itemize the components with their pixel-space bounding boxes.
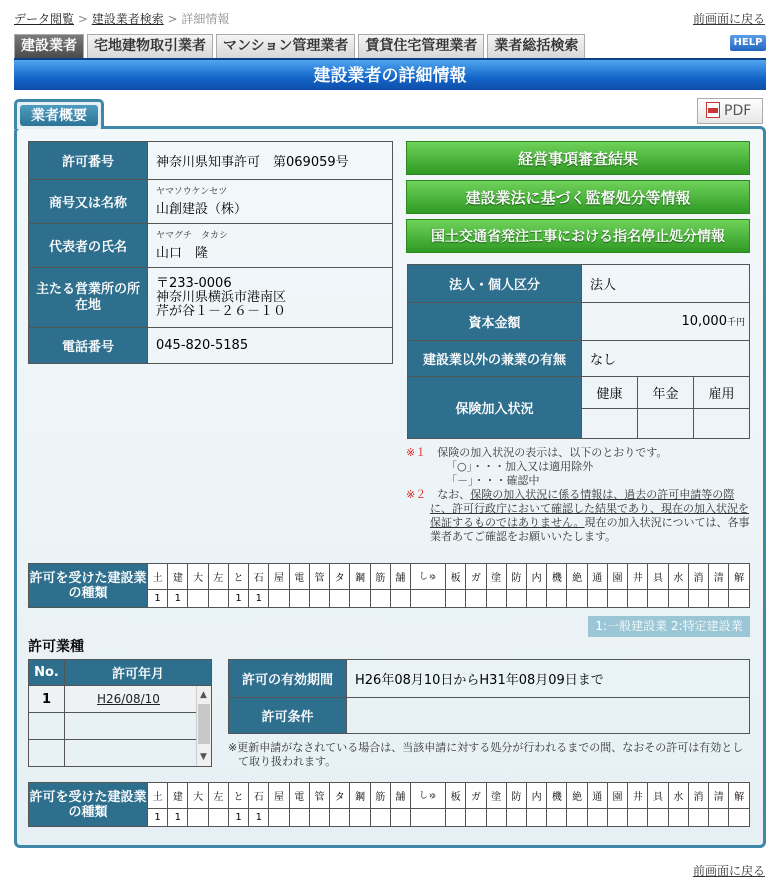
tab-overview-label: 業者概要 [20,105,98,126]
kind-value-2 [729,809,750,827]
kind-header: 建 [168,564,188,590]
kind-value-2 [188,809,208,827]
office-label: 主たる営業所の所在地 [29,268,148,328]
kind-value-2 [466,809,486,827]
company-name: 山創建設（株） [156,201,248,217]
insurance-pension-label: 年金 [638,377,694,409]
kind-header-2: 鋼 [350,783,370,809]
rep-name: 山口 隆 [156,245,209,261]
zip: 〒233-0006 [156,275,232,291]
breadcrumb-sep: > [163,12,182,26]
kind-header-2: 具 [648,783,668,809]
kind-value-2: 1 [228,809,248,827]
table-row [29,713,212,740]
row-date-link[interactable]: H26/08/10 [97,691,160,706]
corp-type-label: 法人・個人区分 [408,265,582,303]
kind-value [289,590,309,608]
kind-value-2 [526,809,546,827]
corp-type: 法人 [582,265,750,303]
kind-header: ガ [466,564,486,590]
kind-value: 1 [228,590,248,608]
kind-value-2 [547,809,567,827]
kind-header-2: 電 [289,783,309,809]
pdf-button[interactable] [697,98,763,124]
kind-header-2: 機 [547,783,567,809]
kind-value: 1 [168,590,188,608]
kind-value [567,590,587,608]
suspension-info-button[interactable]: 国土交通省発注工事における指名停止処分情報 [406,219,750,253]
note-2a: なお、 [437,488,471,501]
back-link-bottom[interactable]: 前画面に戻る [692,864,765,878]
insurance-health [582,409,638,439]
address-1: 神奈川県横浜市港南区 [156,289,287,305]
kind-header: 鋼 [350,564,370,590]
kind-header: 通 [587,564,607,590]
table-row[interactable] [29,686,212,713]
insurance-label: 保険加入状況 [408,377,582,439]
note-1b: 「－」・・・確認中 [446,474,540,487]
kind-header: タ [330,564,350,590]
kind-value-2 [587,809,607,827]
license-kinds-table [28,563,750,608]
kind-value-2 [607,809,627,827]
note-1a: 「○」・・・加入又は適用除外 [446,460,594,473]
kind-value-2 [350,809,370,827]
kind-value [309,590,329,608]
kind-header-2: 防 [506,783,526,809]
permit-no-label: 許可番号 [29,142,148,180]
kind-header-2: 舗 [390,783,410,809]
company-info-table [28,141,393,364]
kind-header-2: 消 [688,783,708,809]
kind-header: 水 [668,564,688,590]
section-title: 許可業種 [28,639,84,655]
insurance-pension [638,409,694,439]
tab-real-estate[interactable]: 宅地建物取引業者 [87,34,213,58]
kind-value [729,590,750,608]
kind-value [648,590,668,608]
name-kana: ヤマソウケンセツ [156,186,228,197]
insurance-employment [694,409,750,439]
help-button[interactable]: HELP [730,35,766,51]
kind-header: 大 [188,564,208,590]
tel: 045-820-5185 [148,328,393,364]
kind-header: と [228,564,248,590]
kind-header-2: 内 [526,783,546,809]
kind-value [668,590,688,608]
kind-header: 井 [628,564,648,590]
kind-header: 内 [526,564,546,590]
kind-header-2: 大 [188,783,208,809]
license-kinds-table-2 [28,782,750,827]
kind-value-2 [370,809,390,827]
kind-value: 1 [249,590,269,608]
list-no-header: No. [29,660,65,686]
kind-header-2: 板 [446,783,466,809]
condition [347,698,750,734]
kind-header: 絶 [567,564,587,590]
kind-value: 1 [148,590,168,608]
kind-value-2 [567,809,587,827]
kind-value [607,590,627,608]
kind-header-2: 石 [249,783,269,809]
kind-header-2: しゅ [411,783,446,809]
kind-value-2 [208,809,228,827]
renewal-note: ※更新申請がなされている場合は、当該申請に対する処分が行われるまでの間、なおその許可は有効として取り扱われます。 [228,741,744,768]
rep-kana: ヤマグチ タカシ [156,230,229,241]
kind-header: 清 [709,564,729,590]
kind-value-2 [411,809,446,827]
kind-value-2 [709,809,729,827]
kind-header: 土 [148,564,168,590]
kind-value [390,590,410,608]
breadcrumb-search[interactable]: 建設業者検索 [91,12,164,26]
breadcrumb-sep: > [74,12,92,26]
kind-header-2: 左 [208,783,228,809]
breadcrumb [14,10,229,27]
tab-rental-mgmt[interactable]: 賃貸住宅管理業者 [358,34,484,58]
kind-header: 解 [729,564,750,590]
kind-value-2 [309,809,329,827]
kind-header-2: と [228,783,248,809]
kind-value [370,590,390,608]
kind-header-2: 井 [628,783,648,809]
kind-header-2: 建 [168,783,188,809]
side-business: なし [582,341,750,377]
category-tabs [14,34,588,58]
legend-badge: 1:一般建設業 2:特定建設業 [588,616,750,637]
tab-overview[interactable] [14,99,104,129]
kind-value-2: 1 [148,809,168,827]
kind-header: 消 [688,564,708,590]
kind-value [188,590,208,608]
kind-header-2: 園 [607,783,627,809]
kind-value-2: 1 [168,809,188,827]
capital-unit: 千円 [726,318,745,328]
kind-value [208,590,228,608]
back-link-top[interactable]: 前画面に戻る [692,12,765,26]
page-title: 建設業者の詳細情報 [14,58,766,90]
kind-header: 管 [309,564,329,590]
kind-header-2: 清 [709,783,729,809]
scrollbar-thumb[interactable] [198,704,210,744]
kind-header-2: 塗 [486,783,506,809]
kind-value [486,590,506,608]
validity-table [228,659,750,734]
kind-header-2: 解 [729,783,750,809]
note-1: 保険の加入状況の表示は、以下のとおりです。 [437,446,668,459]
rep-label: 代表者の氏名 [29,224,148,268]
kind-value-2 [289,809,309,827]
kind-value [269,590,289,608]
address-2: 芹が谷１－２６－１０ [156,303,287,319]
table-row [29,740,212,767]
condition-label: 許可条件 [229,698,347,734]
kind-value [466,590,486,608]
supervisory-action-button[interactable]: 建設業法に基づく監督処分等情報 [406,180,750,214]
license-kinds-label: 許可を受けた建設業の種類 [29,564,148,608]
kind-value-2 [269,809,289,827]
kind-header: 園 [607,564,627,590]
kind-value [688,590,708,608]
kind-value [446,590,466,608]
kind-value-2 [446,809,466,827]
kind-header: 機 [547,564,567,590]
kind-header: 塗 [486,564,506,590]
kind-header-2: 通 [587,783,607,809]
kind-header: 板 [446,564,466,590]
kind-header-2: 屋 [269,783,289,809]
pdf-label: PDF [724,103,752,119]
kind-value-2 [688,809,708,827]
kind-value [411,590,446,608]
kind-value [547,590,567,608]
insurance-employment-label: 雇用 [694,377,750,409]
kind-header-2: ガ [466,783,486,809]
chevron-up-icon[interactable]: ▲ [200,690,207,700]
name-label: 商号又は名称 [29,180,148,224]
side-business-label: 建設業以外の兼業の有無 [408,341,582,377]
kind-header: 左 [208,564,228,590]
permit-no: 神奈川県知事許可 第069059号 [148,142,393,180]
kind-value-2: 1 [249,809,269,827]
note-mark-2: ※２ [406,488,427,501]
kind-value-2 [648,809,668,827]
chevron-down-icon[interactable]: ▼ [200,752,207,762]
kind-value-2 [486,809,506,827]
list-scrollbar[interactable] [196,686,211,766]
kind-header-2: 筋 [370,783,390,809]
kind-value-2 [390,809,410,827]
kind-value-2 [628,809,648,827]
kind-header-2: 絶 [567,783,587,809]
list-date-header: 許可年月 [65,660,212,686]
kind-value [526,590,546,608]
management-review-button[interactable]: 経営事項審査結果 [406,141,750,175]
insurance-notes [406,446,751,544]
kind-header: しゅ [411,564,446,590]
row-no: 1 [29,686,65,713]
kind-header-2: 管 [309,783,329,809]
license-list-table [28,659,212,767]
kind-header: 防 [506,564,526,590]
tab-all-search[interactable]: 業者総括検索 [487,34,585,58]
breadcrumb-data[interactable]: データ閲覧 [14,12,75,26]
breadcrumb-current: 詳細情報 [181,12,230,26]
note-2-underlined: 保険の加入状況に係る情報は、過去の許可申請等の際に、許可行政庁において確認した結果であり、現在の加入状況を保証するものではありません。 [430,488,749,529]
kind-value [587,590,607,608]
license-kinds-label-2: 許可を受けた建設業の種類 [29,783,148,827]
kind-header-2: タ [330,783,350,809]
kind-header: 具 [648,564,668,590]
kind-header: 石 [249,564,269,590]
tel-label: 電話番号 [29,328,148,364]
kind-value [628,590,648,608]
kind-header: 電 [289,564,309,590]
validity-label: 許可の有効期間 [229,660,347,698]
note-2b: 現在の加入状況については、各事業者あてご確認をお願いいたします。 [430,516,750,543]
kind-header-2: 水 [668,783,688,809]
kind-value [709,590,729,608]
insurance-health-label: 健康 [582,377,638,409]
kind-header-2: 土 [148,783,168,809]
kind-header: 屋 [269,564,289,590]
kind-value [350,590,370,608]
pdf-icon [706,102,720,118]
kind-value [330,590,350,608]
tab-construction[interactable]: 建設業者 [14,34,84,58]
kind-header: 筋 [370,564,390,590]
corp-info-table [407,264,750,439]
validity: H26年08月10日からH31年08月09日まで [347,660,750,698]
kind-header: 舗 [390,564,410,590]
kind-value [506,590,526,608]
capital: 10,000 [681,314,727,329]
capital-label: 資本金額 [408,303,582,341]
note-mark-1: ※１ [406,446,427,459]
kind-value-2 [506,809,526,827]
kind-value-2 [668,809,688,827]
tab-condo-mgmt[interactable]: マンション管理業者 [216,34,355,58]
kind-value-2 [330,809,350,827]
